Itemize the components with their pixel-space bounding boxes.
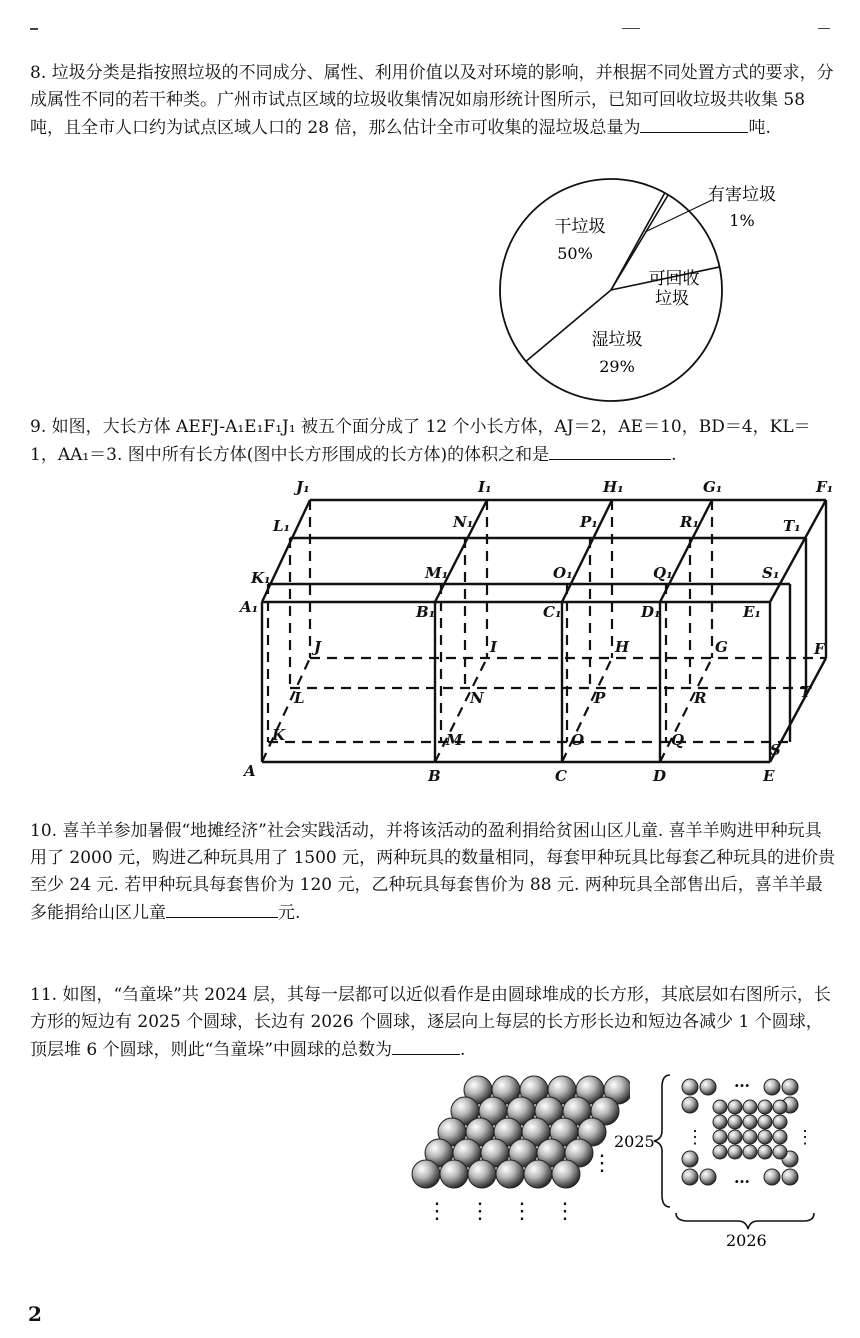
pile-ball [468,1160,496,1188]
question-8-text [30,60,836,142]
slice-label-dry: 干垃圾 [554,217,606,237]
label-H: H [615,638,630,656]
label-G: G [715,638,728,656]
label-A: A [244,762,256,780]
question-10-text [30,818,836,927]
inner-ball [773,1130,787,1144]
short-side-count: 2025 [614,1132,655,1151]
question-number: 11. [30,985,58,1005]
label-S: S [770,741,781,759]
question-number: 10. [30,821,58,841]
label-O1: O₁ [553,564,573,582]
inner-ball [743,1100,757,1114]
vdots-2: ⋮ [469,1199,491,1224]
question-body: 垃圾分类是指按照垃圾的不同成分、属性、利用价值以及对环境的影响，并根据不同处置方式的要求，分成属性不同的若干种类。广州市试点区域的垃圾收集情况如扇形统计图所示，已知可回收垃圾共收集 58 吨，且全市人口约为试点区域人口的 28 倍，那么估计全市可收集的湿垃圾总量为 [30,63,834,138]
hidden-edges [262,500,826,762]
corner-ball [700,1169,716,1185]
label-I1: I₁ [478,478,492,496]
corner-ball [782,1079,798,1095]
corner-ball [764,1079,780,1095]
label-T: T [800,683,812,701]
label-E: E [763,767,775,785]
inner-ball [743,1145,757,1159]
question-period: . [460,1040,466,1060]
label-G1: G₁ [703,478,723,496]
question-number: 8. [30,63,47,83]
pie-slice-boundary [526,290,611,361]
solid-edges [262,500,826,762]
answer-blank [549,441,671,460]
question-body: 喜羊羊参加暑假“地摊经济”社会实践活动，并将该活动的盈利捐给贫困山区儿童. 喜羊羊购进甲种玩具用了 2000 元，购进乙种玩具用了 1500 元，两种玩具的数量相同，每套甲种玩具比每套乙种玩具的进价贵至少 24 元. 若甲种玩具每套售价为 120 元，乙种玩具每套售价为 88 元. 两种玩具全部售出后，喜羊羊最多能捐给山区儿童 [30,821,836,923]
corner-ball [682,1151,698,1167]
question-period: . [671,445,677,465]
question-11 [30,982,836,1064]
label-B1: B₁ [416,603,436,621]
long-side-count: 2026 [726,1231,767,1250]
corner-ball [700,1079,716,1095]
vdots-1: ⋮ [426,1199,448,1224]
slice-value-wet: 29% [599,357,635,376]
slice-label-hazardous: 有害垃圾 [708,185,776,205]
slice-label-recyclable-1: 可回收 [648,269,700,289]
inner-ball [758,1130,772,1144]
vdots-4: ⋮ [554,1199,576,1224]
label-R1: R₁ [680,513,700,531]
answer-blank [640,114,748,133]
question-9 [30,414,836,469]
question-10 [30,818,836,927]
question-number: 9. [30,417,47,437]
vdots-5: ⋮ [591,1151,613,1176]
left-brace [654,1075,670,1207]
inner-ball [728,1100,742,1114]
label-F: F [814,640,825,658]
pie-labels [555,185,777,376]
answer-blank [392,1036,460,1055]
label-P: P [594,689,606,707]
corner-ball [682,1169,698,1185]
bottom-brace [676,1213,814,1229]
pile-ball [552,1160,580,1188]
vdots-right: ⋮ [796,1127,814,1148]
label-O: O [571,731,585,749]
label-M: M [446,731,463,749]
inner-ball [728,1115,742,1129]
question-9-text [30,414,836,469]
pile-ball [524,1160,552,1188]
vertex-labels [238,478,833,785]
inner-ball [713,1145,727,1159]
pile-ball [496,1160,524,1188]
question-body: 如图，“刍童垛”共 2024 层，其每一层都可以近似看作是由圆球堆成的长方形，其底层如右图所示，长方形的短边有 2025 个圆球，长边有 2026 个圆球，逐层向上每层的长方形长边和短边各减少 1 个圆球，顶层堆 6 个圆球，则此“刍童垛”中圆球的总数为 [30,985,831,1060]
pile-ball [412,1160,440,1188]
ellipsis-top: … [734,1072,750,1091]
label-L1: L₁ [273,517,291,535]
question-unit: 吨. [748,118,771,138]
corner-ball [682,1097,698,1113]
ellipsis-bottom: … [734,1168,750,1187]
pile-ball [440,1160,468,1188]
label-C: C [555,767,567,785]
cuboid-diagram [0,470,860,790]
label-M1: M₁ [425,564,449,582]
slice-value-hazardous: 1% [729,211,755,230]
label-Q1: Q₁ [653,564,673,582]
label-S1: S₁ [762,564,780,582]
question-8 [30,60,836,142]
label-N: N [470,689,484,707]
inner-ball [758,1115,772,1129]
label-N1: N₁ [453,513,474,531]
scan-mark-left [30,28,38,30]
inner-ball [713,1100,727,1114]
label-C1: C₁ [543,603,562,621]
label-I: I [490,638,498,656]
vdots-3: ⋮ [511,1199,533,1224]
inner-ball [728,1130,742,1144]
label-A1: A₁ [240,598,259,616]
label-D: D [653,767,667,785]
label-H1: H₁ [603,478,624,496]
label-B: B [428,767,441,785]
inner-ball [713,1130,727,1144]
inner-ball [758,1100,772,1114]
inner-ball [743,1115,757,1129]
label-L: L [294,689,305,707]
label-E1: E₁ [743,603,762,621]
label-J1: J₁ [296,478,310,496]
inner-ball [713,1115,727,1129]
label-F1: F₁ [816,478,834,496]
label-T1: T₁ [783,517,801,535]
inner-ball [758,1145,772,1159]
question-unit: 元. [278,903,301,923]
slice-value-dry: 50% [557,244,593,263]
inner-ball [773,1100,787,1114]
grid-ellipsis [734,1072,750,1187]
inner-ball [773,1145,787,1159]
vdots-left: ⋮ [686,1127,704,1148]
page-number: 2 [28,1302,42,1326]
inner-ball [773,1115,787,1129]
label-Q: Q [671,731,685,749]
corner-ball [764,1169,780,1185]
ball-pile-figure [400,1060,630,1230]
label-K1: K₁ [251,569,271,587]
inner-ball [743,1130,757,1144]
label-J: J [314,638,322,656]
inner-ball [728,1145,742,1159]
label-K: K [272,726,286,744]
label-R: R [694,689,707,707]
slice-label-recyclable-2: 垃圾 [655,289,689,309]
label-D1: D₁ [641,603,661,621]
pie-chart [480,172,810,404]
scan-mark-middle [622,28,640,29]
scan-mark-right [818,28,830,29]
slice-label-wet: 湿垃圾 [591,330,643,350]
question-11-text [30,982,836,1064]
corner-ball [782,1169,798,1185]
answer-blank [166,899,278,918]
bottom-layer-figure [608,1065,838,1255]
label-P1: P₁ [580,513,598,531]
corner-ball [682,1079,698,1095]
question-body: 如图，大长方体 AEFJ-A₁E₁F₁J₁ 被五个面分成了 12 个小长方体，AJ＝2，AE＝10，BD＝4，KL＝1，AA₁＝3. 图中所有长方体(图中长方形围成的长方体)的体积之和是 [30,417,811,465]
